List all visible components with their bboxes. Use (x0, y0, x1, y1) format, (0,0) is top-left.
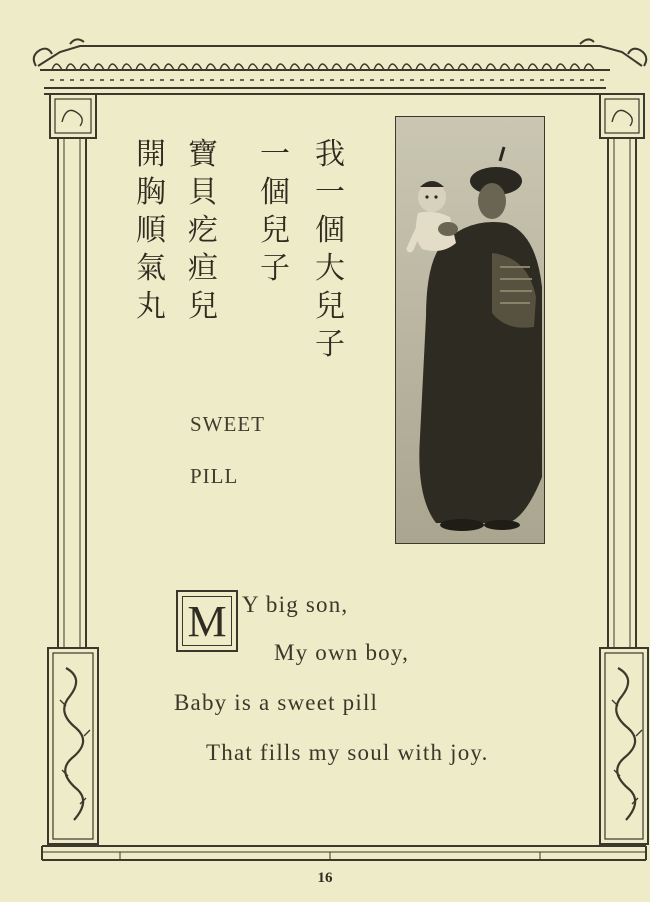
photograph-man-holding-baby (395, 116, 545, 544)
poem-title-line-2: PILL (190, 464, 239, 488)
chinese-column-3: 寶貝疙疸兒 (188, 137, 218, 324)
verse-line-4: That fills my soul with joy. (206, 740, 489, 765)
drop-cap-box (176, 590, 238, 652)
drop-cap-letter: M (182, 596, 232, 646)
poem-title-line-1: SWEET (190, 412, 265, 436)
chinese-column-4: 開胸順氣丸 (136, 137, 166, 324)
photo-figure-illustration (396, 117, 544, 543)
verse-line-3: Baby is a sweet pill (174, 690, 379, 715)
chinese-column-2: 一個兒子 (260, 137, 290, 286)
verse-line-2: My own boy, (274, 640, 410, 665)
page-number: 16 (317, 870, 333, 886)
verse-line-1: Y big son, (242, 592, 349, 617)
chinese-column-1: 我一個大兒子 (315, 137, 345, 362)
